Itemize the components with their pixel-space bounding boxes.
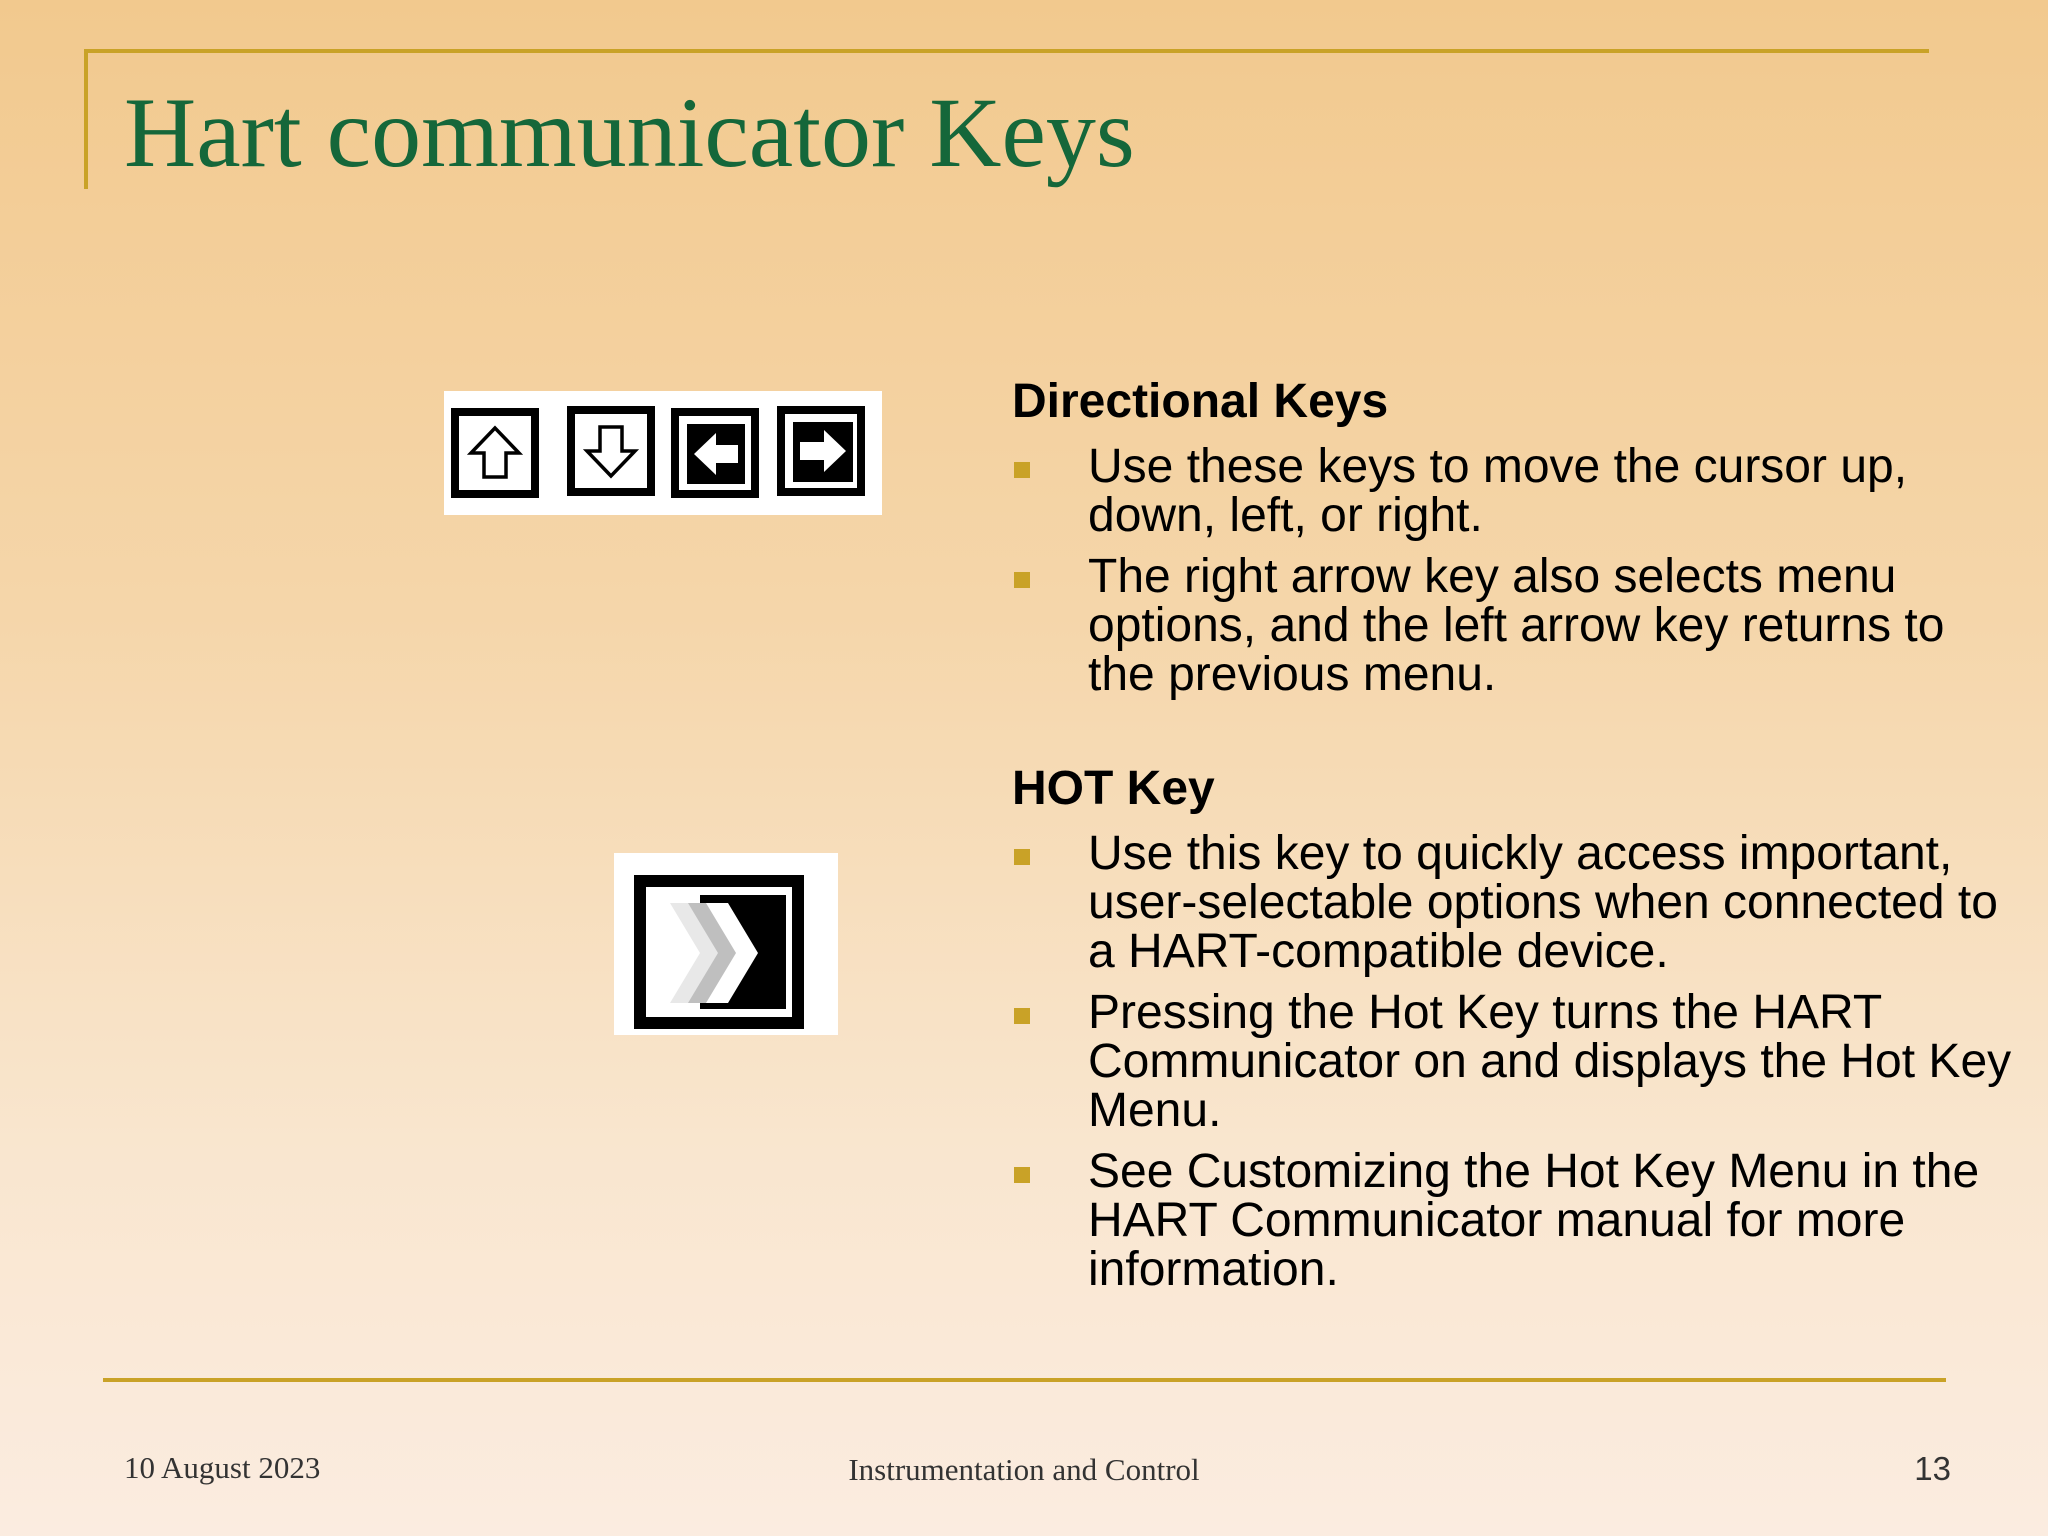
bullet-item: See Customizing the Hot Key Menu in the HART Communicator manual for more information. <box>1012 1147 2012 1294</box>
title-top-rule <box>84 49 1929 53</box>
footer-rule <box>103 1378 1946 1382</box>
bullet-item: Use this key to quickly access important, user-selectable options when connected to a HART-compatible device. <box>1012 829 2012 976</box>
slide-title: Hart communicator Keys <box>124 77 1135 188</box>
hot-key-image <box>614 853 838 1035</box>
section-directional-keys <box>1012 374 2012 699</box>
bullet-list-hot-key <box>1012 829 2012 1294</box>
left-arrow-key-icon <box>675 412 755 494</box>
bullet-item: Pressing the Hot Key turns the HART Communicator on and displays the Hot Key Menu. <box>1012 988 2012 1135</box>
right-arrow-key-icon <box>781 410 861 492</box>
section-heading-hot-key: HOT Key <box>1012 762 1215 815</box>
directional-keys-image <box>444 391 882 515</box>
section-heading-directional: Directional Keys <box>1012 375 1389 428</box>
bullet-item: The right arrow key also selects menu options, and the left arrow key returns to the previous menu. <box>1012 552 2012 699</box>
bullet-item: Use these keys to move the cursor up, down, left, or right. <box>1012 442 2012 540</box>
title-left-rule <box>84 49 88 189</box>
down-arrow-key-icon <box>571 410 651 492</box>
hot-key-icon <box>614 853 838 1035</box>
page-number: 13 <box>1914 1450 1951 1487</box>
up-arrow-key-icon <box>455 412 535 494</box>
content-area <box>1012 374 2012 1294</box>
section-hot-key <box>1012 761 2012 1294</box>
footer-date: 10 August 2023 <box>124 1450 321 1485</box>
bullet-list-directional <box>1012 442 2012 699</box>
footer-course-title: Instrumentation and Control <box>848 1452 1200 1487</box>
